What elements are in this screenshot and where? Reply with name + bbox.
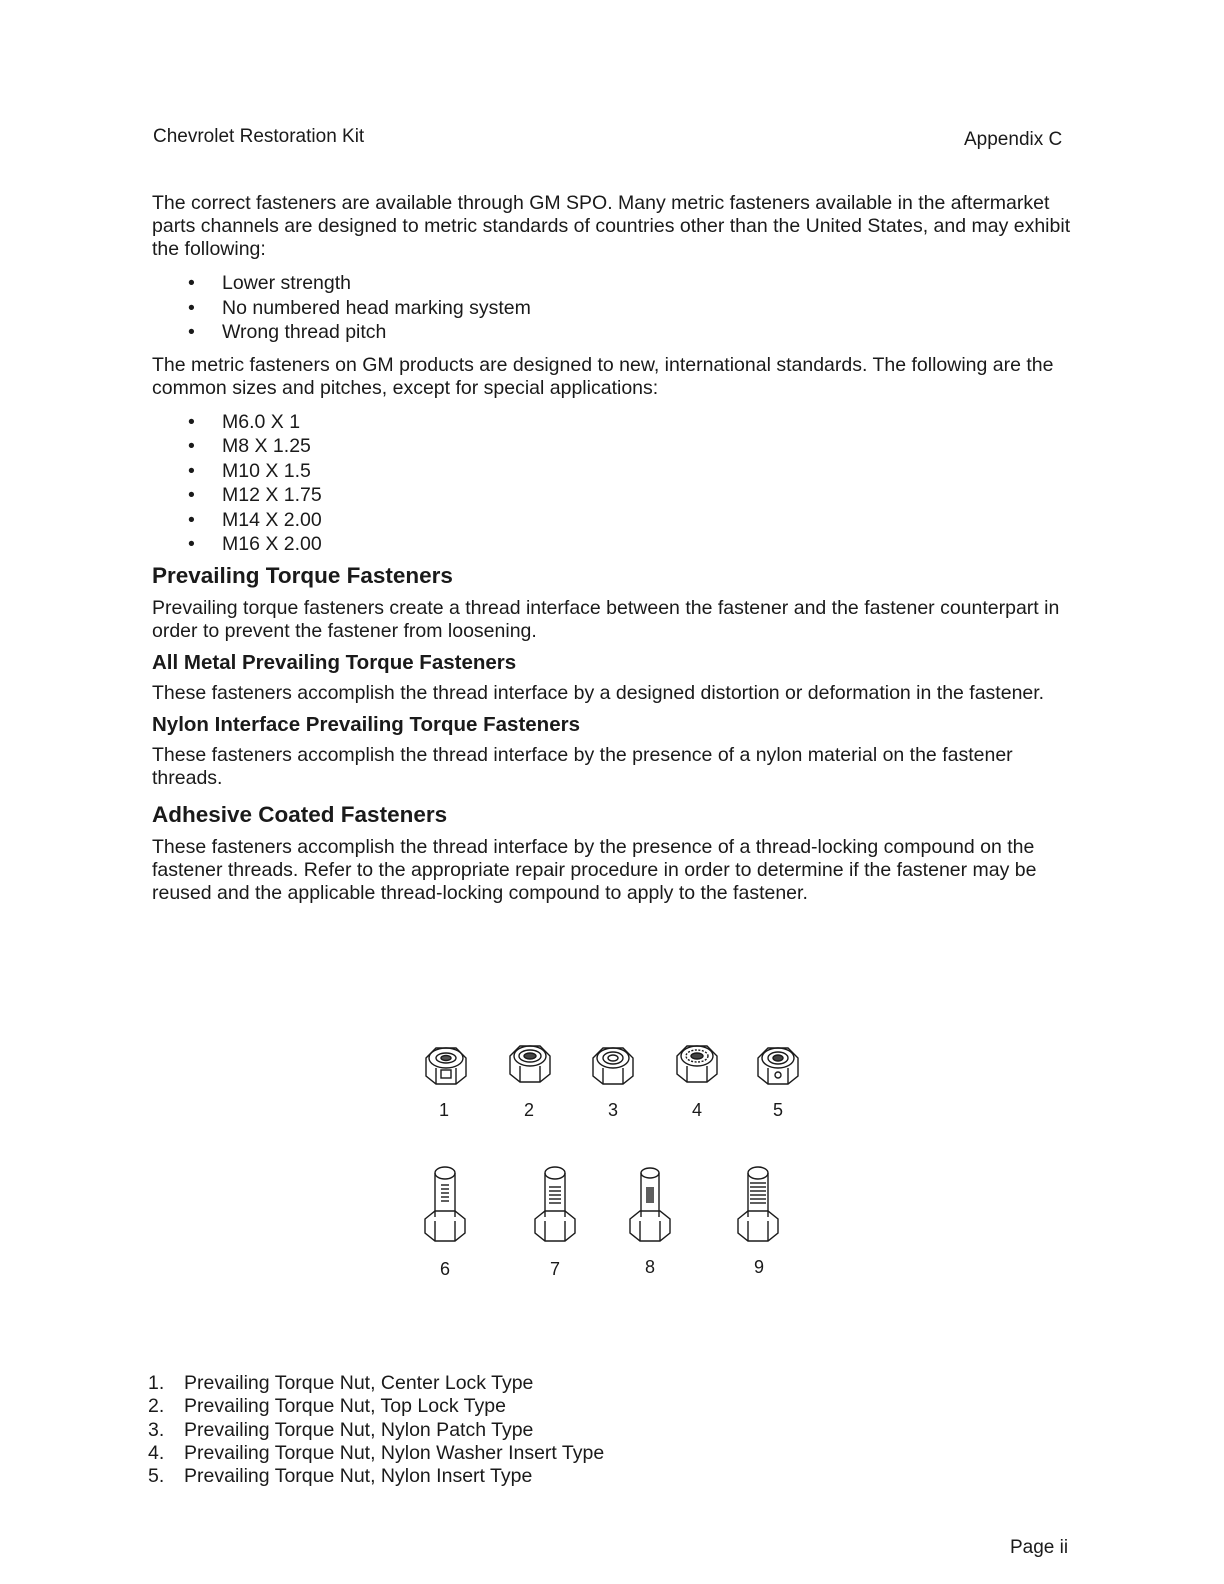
list-item: • M10 X 1.5 [188, 459, 311, 482]
subheading-nylon: Nylon Interface Prevailing Torque Fasteners [152, 712, 580, 736]
list-item: 4. Prevailing Torque Nut, Nylon Washer Insert Type [148, 1441, 605, 1464]
figure-label: 8 [644, 1257, 655, 1277]
all-metal-paragraph: These fasteners accomplish the thread interface by a designed distortion or deformation in the fastener. [152, 681, 1045, 704]
figure-label: 7 [549, 1259, 560, 1279]
section-heading-prevailing: Prevailing Torque Fasteners [152, 562, 453, 588]
bolt-6-icon [425, 1167, 465, 1241]
prevailing-paragraph: Prevailing torque fasteners create a thread interface between the fastener and the fastener counterpart in order to prevent the fastener from loosening. [152, 596, 1060, 642]
bolt-9-icon [738, 1167, 778, 1241]
bullet-icon: • [188, 296, 195, 319]
bullet-icon: • [188, 459, 195, 482]
standards-paragraph: The metric fasteners on GM products are designed to new, international standards. The following are the common sizes and pitches, except for special applications: [152, 353, 1054, 399]
list-item: 2. Prevailing Torque Nut, Top Lock Type [148, 1395, 506, 1418]
bolt-8-icon [630, 1168, 670, 1241]
list-item: • M16 X 2.00 [188, 533, 322, 555]
figure-label: 2 [523, 1100, 534, 1120]
figure-label: 6 [439, 1259, 450, 1279]
list-item: 1. Prevailing Torque Nut, Center Lock Type [148, 1372, 534, 1394]
figure-captions [148, 1372, 604, 1488]
nut-center-lock-icon [426, 1048, 466, 1084]
nut-nylon-insert-icon [758, 1048, 798, 1084]
bullet-icon: • [188, 533, 195, 555]
nut-nylon-washer-insert-icon [677, 1046, 717, 1082]
sizes-list [152, 410, 1072, 557]
fastener-figure [400, 1030, 840, 1330]
bullet-icon: • [188, 410, 195, 433]
header-section: Appendix C [964, 129, 1063, 150]
list-item: • M8 X 1.25 [188, 435, 311, 457]
section-heading-adhesive: Adhesive Coated Fasteners [152, 801, 448, 827]
list-item: • M14 X 2.00 [188, 508, 322, 531]
list-item: • No numbered head marking system [188, 296, 531, 319]
bolt-7-icon [535, 1167, 575, 1241]
bullet-icon: • [188, 484, 195, 506]
list-item: • M6.0 X 1 [188, 410, 301, 433]
header-title: Chevrolet Restoration Kit [153, 126, 365, 147]
list-item: • M12 X 1.75 [188, 484, 322, 506]
nut-top-lock-icon [510, 1046, 550, 1082]
intro-paragraph: The correct fasteners are available through GM SPO. Many metric fasteners available in the aftermarket parts channels are designed to metric standards of countries other than the United States, and may exhibit the following: [152, 192, 1071, 260]
main-content [152, 192, 1072, 905]
figure-label: 5 [772, 1100, 783, 1120]
adhesive-paragraph: These fasteners accomplish the thread interface by the presence of a thread-locking compound on the fastener threads. Refer to the appropriate repair procedure in order to determine if the fastener may be reused and the applicable thread-locking compound to apply to the fastener. [152, 835, 1037, 904]
bullet-icon: • [188, 508, 195, 531]
fastener-drawing [400, 1030, 840, 1330]
bullet-icon: • [188, 272, 195, 294]
figure-label: 3 [607, 1100, 618, 1120]
nut-nylon-patch-icon [593, 1048, 633, 1084]
figure-label: 1 [438, 1100, 449, 1120]
page-number: Page ii [1010, 1537, 1069, 1558]
list-item: • Lower strength [188, 272, 351, 294]
subheading-all-metal: All Metal Prevailing Torque Fasteners [152, 650, 517, 674]
list-item: 3. Prevailing Torque Nut, Nylon Patch Type [148, 1418, 534, 1441]
figure-label: 9 [753, 1257, 764, 1277]
figure-label: 4 [691, 1100, 702, 1120]
bullet-icon: • [188, 435, 195, 457]
bullet-icon: • [188, 321, 195, 343]
list-item: 5. Prevailing Torque Nut, Nylon Insert Type [148, 1465, 533, 1488]
nylon-paragraph: These fasteners accomplish the thread interface by the presence of a nylon material on the fastener threads. [152, 743, 1013, 789]
list-item: • Wrong thread pitch [188, 321, 387, 343]
issues-list [152, 271, 1072, 345]
